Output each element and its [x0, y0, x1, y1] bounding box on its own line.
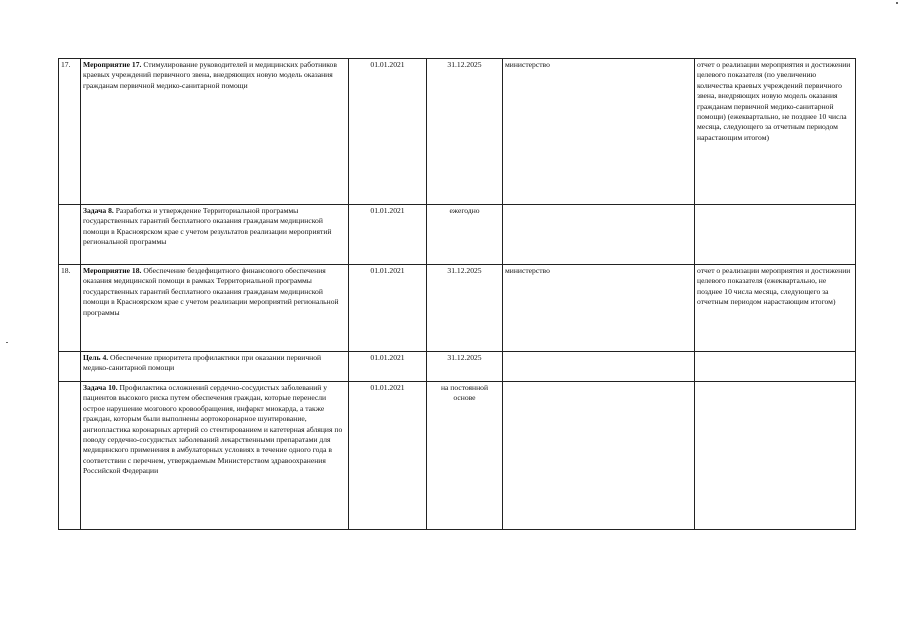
row-lead: Задача 10. — [83, 383, 118, 392]
row-report: отчет о реализации мероприятия и достижении целевого показателя (ежеквартально, не позднее 10 числа месяца, следующего за отчетным периодом нарастающим итогом) — [695, 265, 856, 352]
row-text: Обеспечение приоритета профилактики при оказании первичной медико-санитарной помощи — [83, 353, 322, 373]
row-responsible: министерство — [503, 265, 695, 352]
row-lead: Цель 4. — [83, 353, 109, 362]
row-number: 18. — [59, 265, 81, 352]
row-number — [59, 352, 81, 382]
row-text: Обеспечение бездефицитного финансового обеспечения оказания медицинской помощи в рамках Территориальной программы государственных гарантий бесплатного оказания гражданам медицинской помощи в Красноярском крае с учетом реализации мероприятий региональной программы — [83, 266, 339, 317]
row-text: Стимулирование руководителей и медицинских работников краевых учреждений первичного звена, внедряющих новую модель оказания гражданам первичной медико-санитарной помощи — [83, 60, 337, 90]
row-responsible: министерство — [503, 59, 695, 205]
measures-table — [58, 58, 856, 530]
row-responsible — [503, 382, 695, 530]
row-end-date: 31.12.2025 — [427, 59, 503, 205]
row-responsible — [503, 205, 695, 265]
table-row-goal-4 — [59, 352, 856, 382]
row-end-date: на постоянной основе — [427, 382, 503, 530]
row-end-date: 31.12.2025 — [427, 352, 503, 382]
row-start-date: 01.01.2021 — [349, 382, 427, 530]
scan-corner-mark — [896, 2, 898, 4]
scan-edge-mark — [6, 342, 8, 343]
row-number: 17. — [59, 59, 81, 205]
row-text: Разработка и утверждение Территориальной программы государственных гарантий бесплатного оказания гражданам медицинской помощи в Красноярском крае с учетом результатов реализации мероприятий региональной программы — [83, 206, 332, 247]
row-description — [81, 382, 349, 530]
row-end-date: 31.12.2025 — [427, 265, 503, 352]
row-text: Профилактика осложнений сердечно-сосудистых заболеваний у пациентов высокого риска путем обеспечения граждан, которые перенесли острое нарушение мозгового кровообращения, инфаркт миокарда, а также граждан, которым были выполнены аортокоронарное шунтирование, ангиопластика коронарных артерий со стентированием и катетерная абляция по поводу сердечно-сосудистых заболеваний лекарственными препаратами для медицинского применения в амбулаторных условиях в течение одного года в соответствии с перечнем, утверждаемым Министерством здравоохранения Российской Федерации — [83, 383, 343, 476]
row-start-date: 01.01.2021 — [349, 265, 427, 352]
row-description — [81, 352, 349, 382]
row-lead: Мероприятие 18. — [83, 266, 142, 275]
row-description — [81, 265, 349, 352]
row-start-date: 01.01.2021 — [349, 59, 427, 205]
row-lead: Мероприятие 17. — [83, 60, 142, 69]
table-row-task-10 — [59, 382, 856, 530]
row-report — [695, 205, 856, 265]
row-lead: Задача 8. — [83, 206, 114, 215]
row-description — [81, 59, 349, 205]
row-end-date: ежегодно — [427, 205, 503, 265]
row-report: отчет о реализации мероприятия и достижении целевого показателя (по увеличению количества краевых учреждений первичного звена, внедряющих новую модель оказания гражданам первичной медико-санитарной помощи) (ежеквартально, не позднее 10 числа месяца, следующего за отчетным периодом нарастающим итогом) — [695, 59, 856, 205]
row-number — [59, 382, 81, 530]
row-report — [695, 382, 856, 530]
row-number — [59, 205, 81, 265]
row-start-date: 01.01.2021 — [349, 352, 427, 382]
row-description — [81, 205, 349, 265]
row-report — [695, 352, 856, 382]
row-start-date: 01.01.2021 — [349, 205, 427, 265]
row-responsible — [503, 352, 695, 382]
table-row-task-8 — [59, 205, 856, 265]
table-row-measure-18 — [59, 265, 856, 352]
table-row-measure-17 — [59, 59, 856, 205]
